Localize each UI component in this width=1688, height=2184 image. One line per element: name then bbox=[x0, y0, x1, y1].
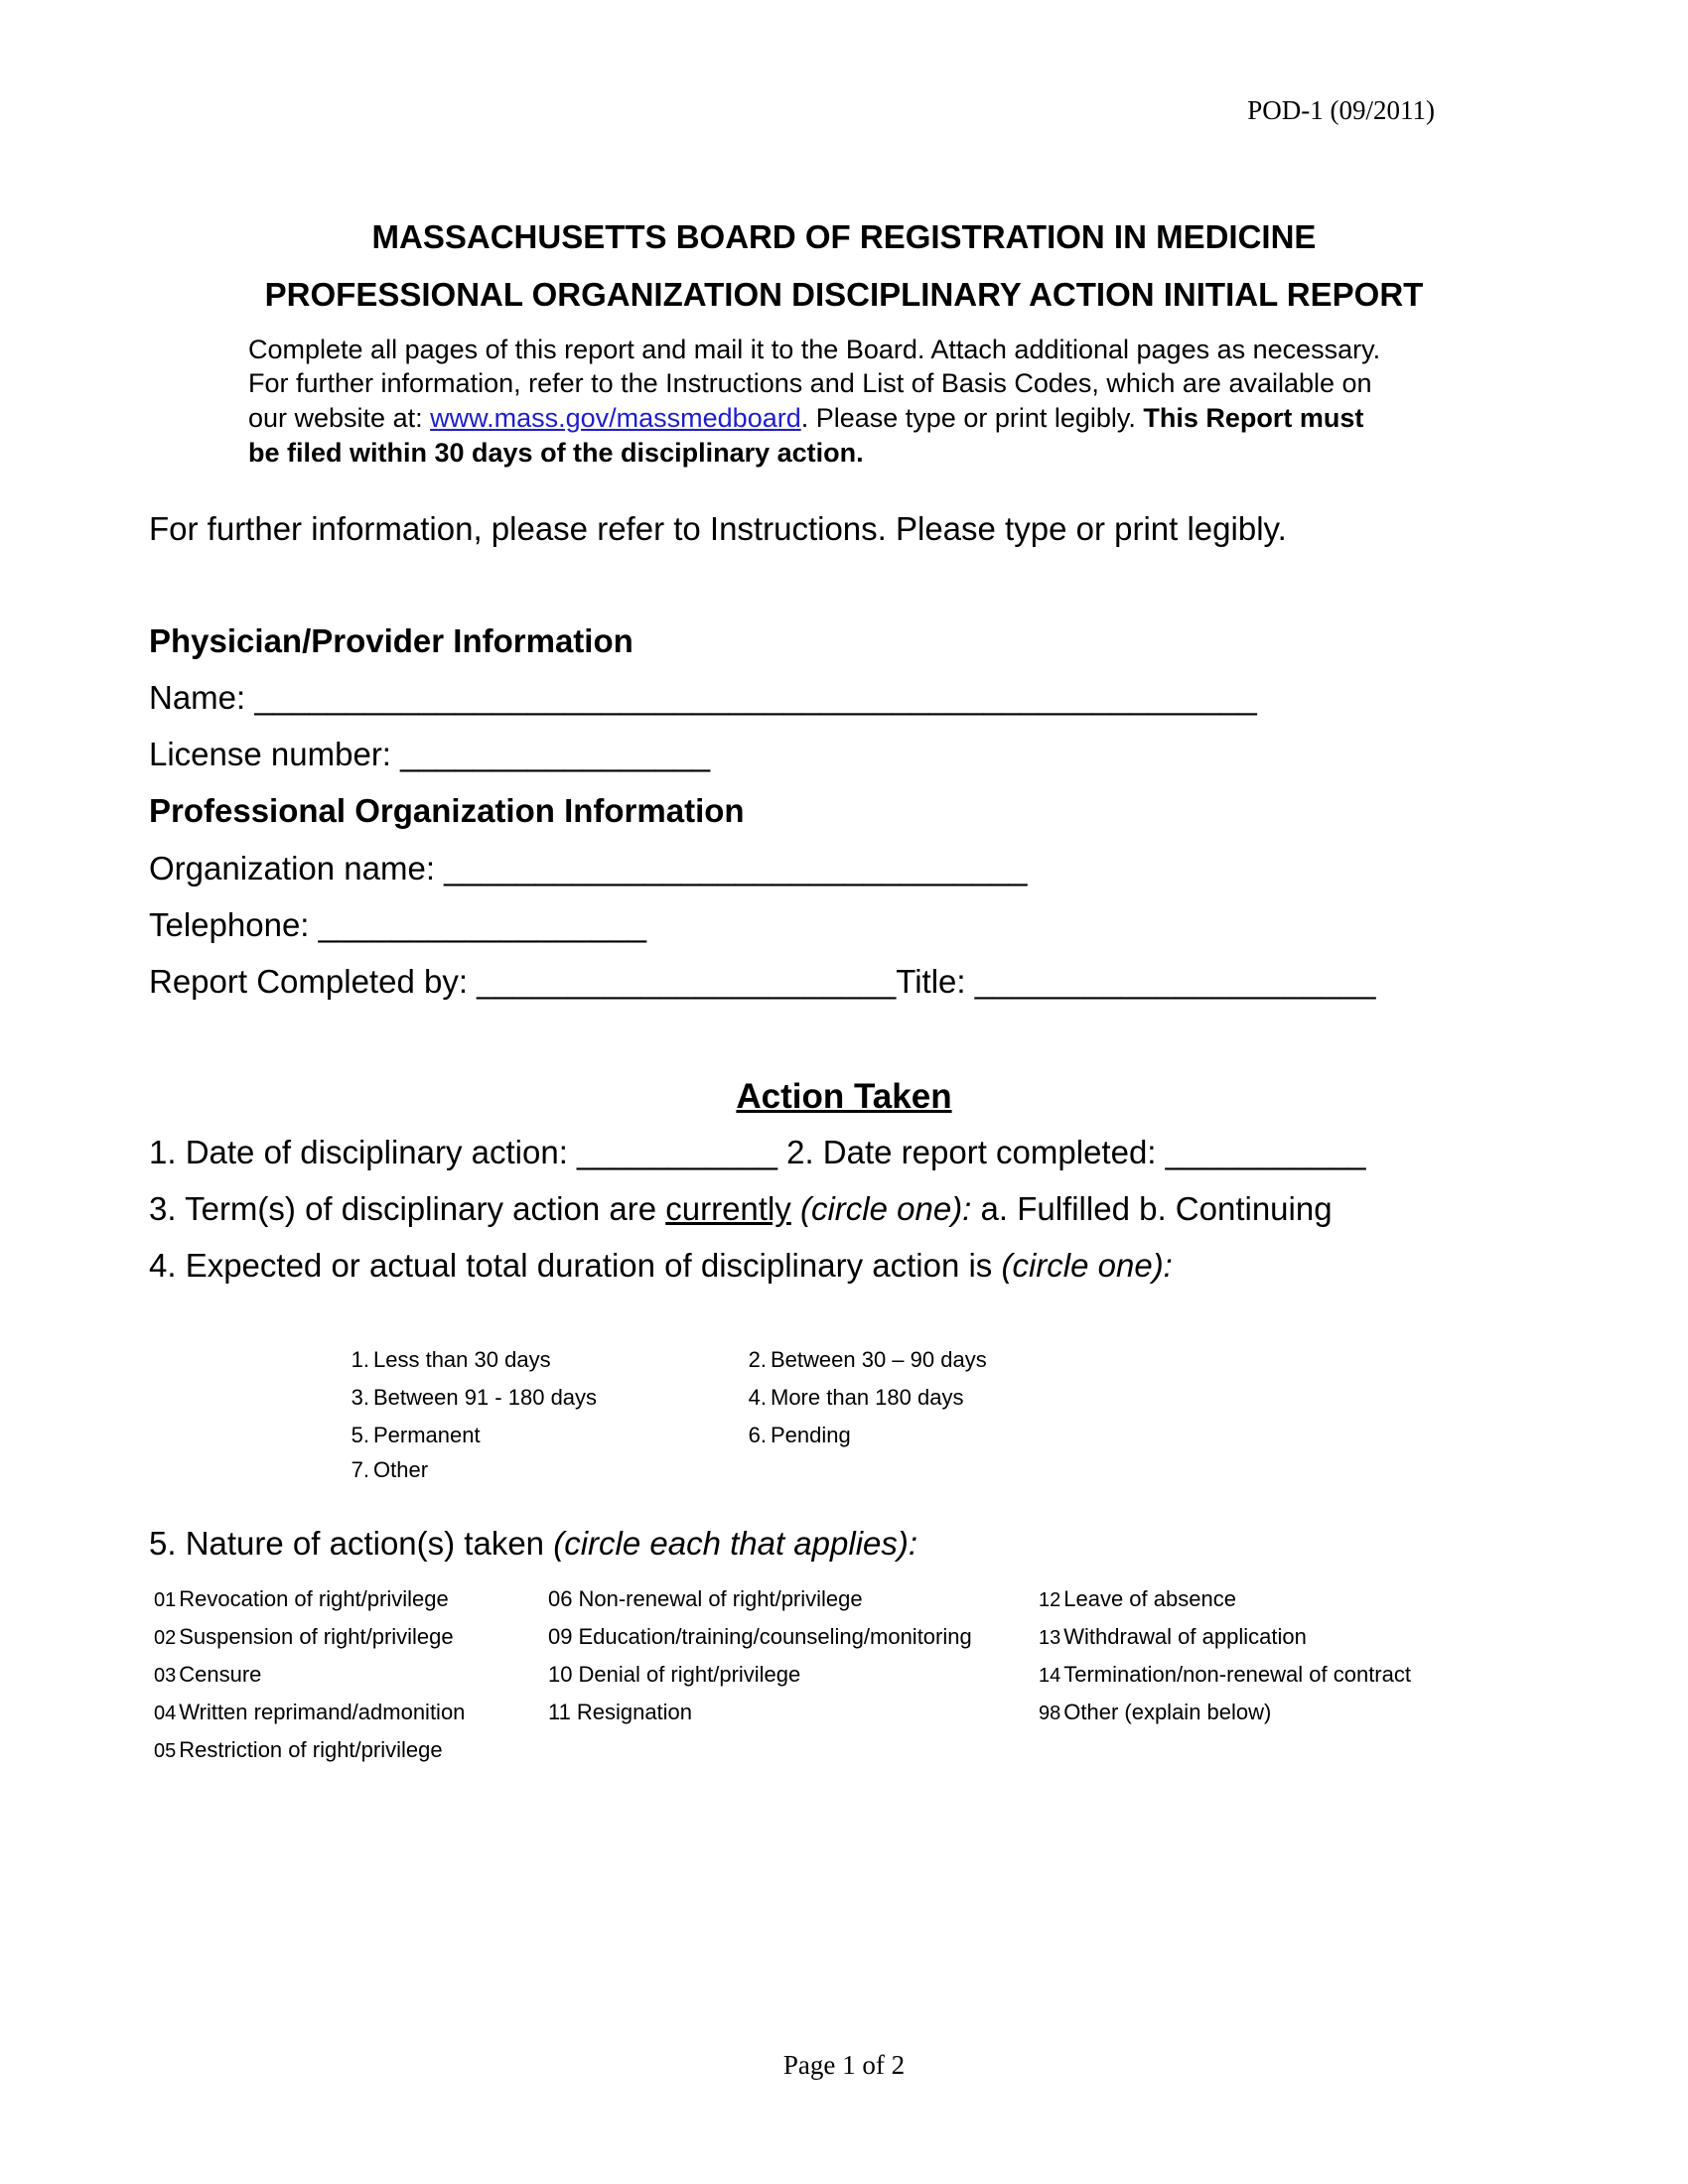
nature-code: 05 bbox=[154, 1740, 177, 1762]
duration-num: 5. bbox=[351, 1423, 369, 1447]
nature-option[interactable] bbox=[1039, 1624, 1307, 1650]
duration-num: 3. bbox=[351, 1385, 369, 1410]
duration-label: Other bbox=[373, 1457, 429, 1482]
nature-option[interactable] bbox=[1039, 1662, 1411, 1688]
nature-label: Resignation bbox=[576, 1700, 693, 1724]
date-completed-field[interactable]: 2. Date report completed: ___________ bbox=[786, 1134, 1366, 1170]
nature-label: Education/training/counseling/monitoring bbox=[578, 1624, 972, 1649]
organization-heading: Professional Organization Information bbox=[149, 792, 745, 829]
q3-prefix: 3. Term(s) of disciplinary action are bbox=[149, 1190, 666, 1227]
name-field[interactable]: Name: _______________________________________________________ bbox=[149, 679, 1257, 716]
form-code: POD-1 (09/2011) bbox=[1247, 95, 1435, 125]
nature-option[interactable] bbox=[1039, 1586, 1236, 1612]
duration-label: Less than 30 days bbox=[373, 1347, 551, 1372]
nature-label: Censure bbox=[179, 1662, 262, 1687]
intro-suffix: . Please type or print legibly. bbox=[800, 403, 1144, 433]
nature-code: 13 bbox=[1039, 1627, 1061, 1649]
nature-code: 98 bbox=[1039, 1703, 1061, 1724]
nature-code: 09 bbox=[548, 1624, 573, 1649]
intro-line-4 bbox=[248, 438, 864, 469]
nature-code: 12 bbox=[1039, 1589, 1061, 1611]
duration-label: More than 180 days bbox=[771, 1385, 964, 1410]
nature-option[interactable] bbox=[154, 1737, 443, 1763]
duration-num: 4. bbox=[748, 1385, 767, 1410]
nature-label: Suspension of right/privilege bbox=[179, 1624, 454, 1649]
duration-option[interactable] bbox=[350, 1423, 481, 1448]
duration-label: Between 30 – 90 days bbox=[771, 1347, 987, 1372]
nature-option[interactable] bbox=[548, 1624, 972, 1650]
page-number: Page 1 of 2 bbox=[782, 2050, 906, 2080]
question-1-2 bbox=[149, 1134, 1366, 1171]
completed-by-field[interactable] bbox=[149, 963, 1376, 1001]
board-title: MASSACHUSETTS BOARD OF REGISTRATION IN MEDICINE bbox=[371, 218, 1317, 255]
duration-option[interactable] bbox=[344, 1457, 428, 1483]
nature-label: Revocation of right/privilege bbox=[179, 1586, 449, 1611]
nature-code: 01 bbox=[154, 1589, 177, 1611]
nature-label: Other (explain below) bbox=[1063, 1700, 1272, 1724]
intro-line-2: For further information, refer to the Instructions and List of Basis Codes, which are available on bbox=[248, 368, 1372, 398]
duration-num: 7. bbox=[351, 1457, 369, 1482]
q3-currently: currently bbox=[665, 1190, 791, 1227]
organization-name-field[interactable]: Organization name: ________________________________ bbox=[149, 850, 1028, 887]
nature-label: Denial of right/privilege bbox=[578, 1662, 801, 1687]
duration-label: Between 91 - 180 days bbox=[373, 1385, 598, 1410]
question-4 bbox=[149, 1247, 1173, 1285]
duration-num: 1. bbox=[351, 1347, 369, 1372]
license-number-field[interactable]: License number: _________________ bbox=[149, 736, 711, 772]
report-title: PROFESSIONAL ORGANIZATION DISCIPLINARY ACTION INITIAL REPORT bbox=[264, 276, 1424, 313]
duration-option[interactable] bbox=[747, 1385, 963, 1411]
nature-option[interactable] bbox=[154, 1624, 454, 1650]
nature-option[interactable] bbox=[548, 1586, 863, 1612]
intro-prefix: our website at: bbox=[248, 403, 431, 433]
nature-option[interactable] bbox=[154, 1662, 261, 1688]
duration-label: Permanent bbox=[373, 1423, 481, 1447]
nature-code: 11 bbox=[548, 1700, 571, 1724]
nature-label: Non-renewal of right/privilege bbox=[578, 1586, 863, 1611]
telephone-field[interactable]: Telephone: __________________ bbox=[149, 906, 646, 943]
duration-option[interactable] bbox=[350, 1347, 551, 1373]
q4-instruction: (circle one): bbox=[1001, 1247, 1173, 1284]
title-field[interactable]: Title: ______________________ bbox=[896, 963, 1376, 1000]
question-5 bbox=[149, 1525, 917, 1563]
website-link[interactable]: www.mass.gov/massmedboard bbox=[430, 403, 801, 433]
nature-code: 10 bbox=[548, 1662, 573, 1687]
duration-option[interactable] bbox=[747, 1347, 987, 1373]
q5-prefix: 5. Nature of action(s) taken bbox=[149, 1525, 554, 1562]
nature-code: 04 bbox=[154, 1703, 177, 1724]
lead-text: For further information, please refer to Instructions. Please type or print legibly. bbox=[149, 510, 1287, 547]
duration-num: 2. bbox=[748, 1347, 767, 1372]
q3-instruction: (circle one): bbox=[799, 1190, 972, 1227]
nature-option[interactable] bbox=[548, 1700, 692, 1725]
q5-instruction: (circle each that applies): bbox=[553, 1525, 918, 1562]
nature-label: Termination/non-renewal of contract bbox=[1063, 1662, 1411, 1687]
action-taken-heading: Action Taken bbox=[736, 1077, 952, 1116]
nature-label: Withdrawal of application bbox=[1063, 1624, 1307, 1649]
nature-option[interactable] bbox=[154, 1700, 465, 1725]
intro-deadline-part2: be filed within 30 days of the disciplinary action. bbox=[248, 438, 864, 468]
nature-code: 06 bbox=[548, 1586, 573, 1611]
nature-option[interactable] bbox=[154, 1586, 449, 1612]
q4-prefix: 4. Expected or actual total duration of disciplinary action is bbox=[149, 1247, 1002, 1284]
q3-options[interactable]: a. Fulfilled b. Continuing bbox=[971, 1190, 1333, 1227]
nature-code: 03 bbox=[154, 1665, 177, 1687]
duration-num: 6. bbox=[748, 1423, 767, 1447]
duration-option[interactable] bbox=[747, 1423, 851, 1448]
nature-option[interactable] bbox=[1039, 1700, 1271, 1725]
intro-deadline-part1: This Report must bbox=[1143, 403, 1364, 433]
nature-option[interactable] bbox=[548, 1662, 800, 1688]
duration-option[interactable] bbox=[350, 1385, 597, 1411]
nature-code: 02 bbox=[154, 1627, 177, 1649]
duration-label: Pending bbox=[771, 1423, 851, 1447]
physician-heading: Physician/Provider Information bbox=[149, 622, 633, 659]
intro-line-1: Complete all pages of this report and mail it to the Board. Attach additional pages as necessary. bbox=[248, 335, 1381, 364]
nature-label: Leave of absence bbox=[1063, 1586, 1236, 1611]
nature-label: Written reprimand/admonition bbox=[179, 1700, 466, 1724]
date-action-field[interactable]: 1. Date of disciplinary action: ___________ bbox=[149, 1134, 777, 1170]
nature-code: 14 bbox=[1039, 1665, 1061, 1687]
completed-by-label[interactable]: Report Completed by: _______________________ bbox=[149, 963, 897, 1000]
question-3 bbox=[149, 1190, 1333, 1228]
intro-line-3 bbox=[248, 403, 1363, 434]
nature-label: Restriction of right/privilege bbox=[179, 1737, 443, 1762]
